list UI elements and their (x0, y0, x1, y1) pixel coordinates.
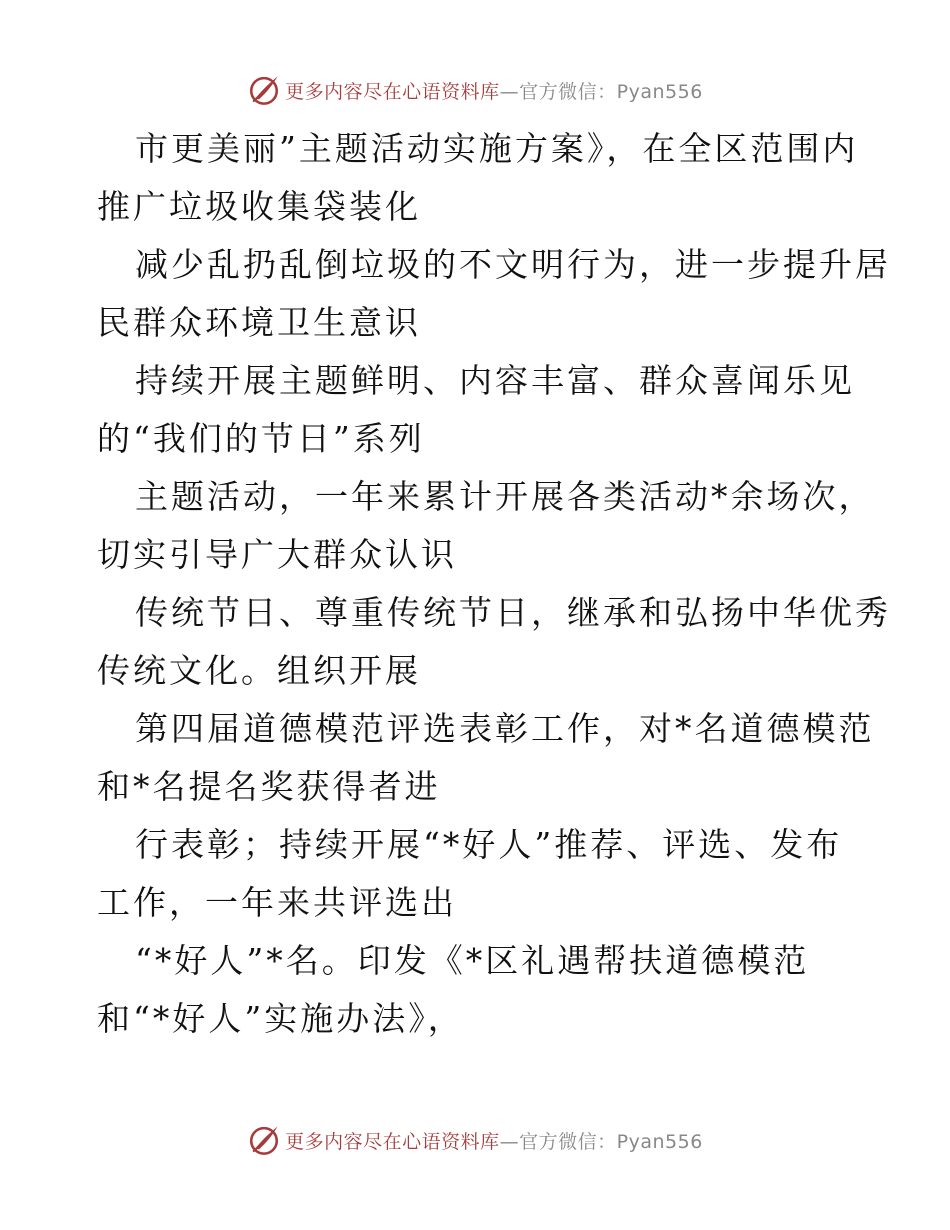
header-banner (0, 70, 950, 110)
banner-text (285, 77, 703, 104)
quill-pen-icon (247, 73, 281, 107)
banner-text (285, 1127, 703, 1154)
paragraph-line: 主题活动，一年来累计开展各类活动*余场次， (135, 477, 875, 516)
paragraph-line: 推广垃圾收集袋装化 (97, 187, 421, 226)
paragraph-line: 减少乱扔乱倒垃圾的不文明行为，进一步提升居 (135, 245, 891, 284)
paragraph-line: 第四届道德模范评选表彰工作，对*名道德模范 (135, 709, 875, 748)
paragraph-line: 民群众环境卫生意识 (97, 303, 421, 342)
paragraph-line: 切实引导广大群众认识 (97, 535, 457, 574)
paragraph-line: 和“*好人”实施办法》， (97, 999, 464, 1038)
banner-main-text: 更多内容尽在心语资料库 (285, 1130, 500, 1153)
paragraph-line: “*好人”*名。印发《*区礼遇帮扶道德模范 (135, 941, 810, 980)
paragraph-line: 和*名提名奖获得者进 (97, 767, 441, 806)
paragraph-line: 市更美丽”主题活动实施方案》，在全区范围内 (135, 129, 859, 168)
paragraph (97, 352, 857, 468)
paragraph (97, 120, 857, 236)
document-body (97, 120, 891, 1048)
paragraph-line: 工作，一年来共评选出 (97, 883, 457, 922)
paragraph (97, 236, 891, 352)
paragraph (97, 932, 857, 1048)
paragraph-line: 传统节日、尊重传统节日，继承和弘扬中华优秀 (135, 593, 891, 632)
paragraph-line: 持续开展主题鲜明、内容丰富、群众喜闻乐见 (135, 361, 855, 400)
banner-wechat-text: —官方微信：Pyan556 (499, 1130, 703, 1153)
quill-pen-icon (247, 1123, 281, 1157)
footer-banner (0, 1120, 950, 1160)
paragraph (97, 816, 857, 932)
paragraph (97, 468, 875, 584)
banner-wechat-text: —官方微信：Pyan556 (499, 80, 703, 103)
banner-main-text: 更多内容尽在心语资料库 (285, 80, 500, 103)
paragraph (97, 584, 891, 700)
paragraph-line: 的“我们的节日”系列 (97, 419, 425, 458)
paragraph-line: 传统文化。组织开展 (97, 651, 421, 690)
paragraph-line: 行表彰；持续开展“*好人”推荐、评选、发布 (135, 825, 843, 864)
paragraph (97, 700, 875, 816)
